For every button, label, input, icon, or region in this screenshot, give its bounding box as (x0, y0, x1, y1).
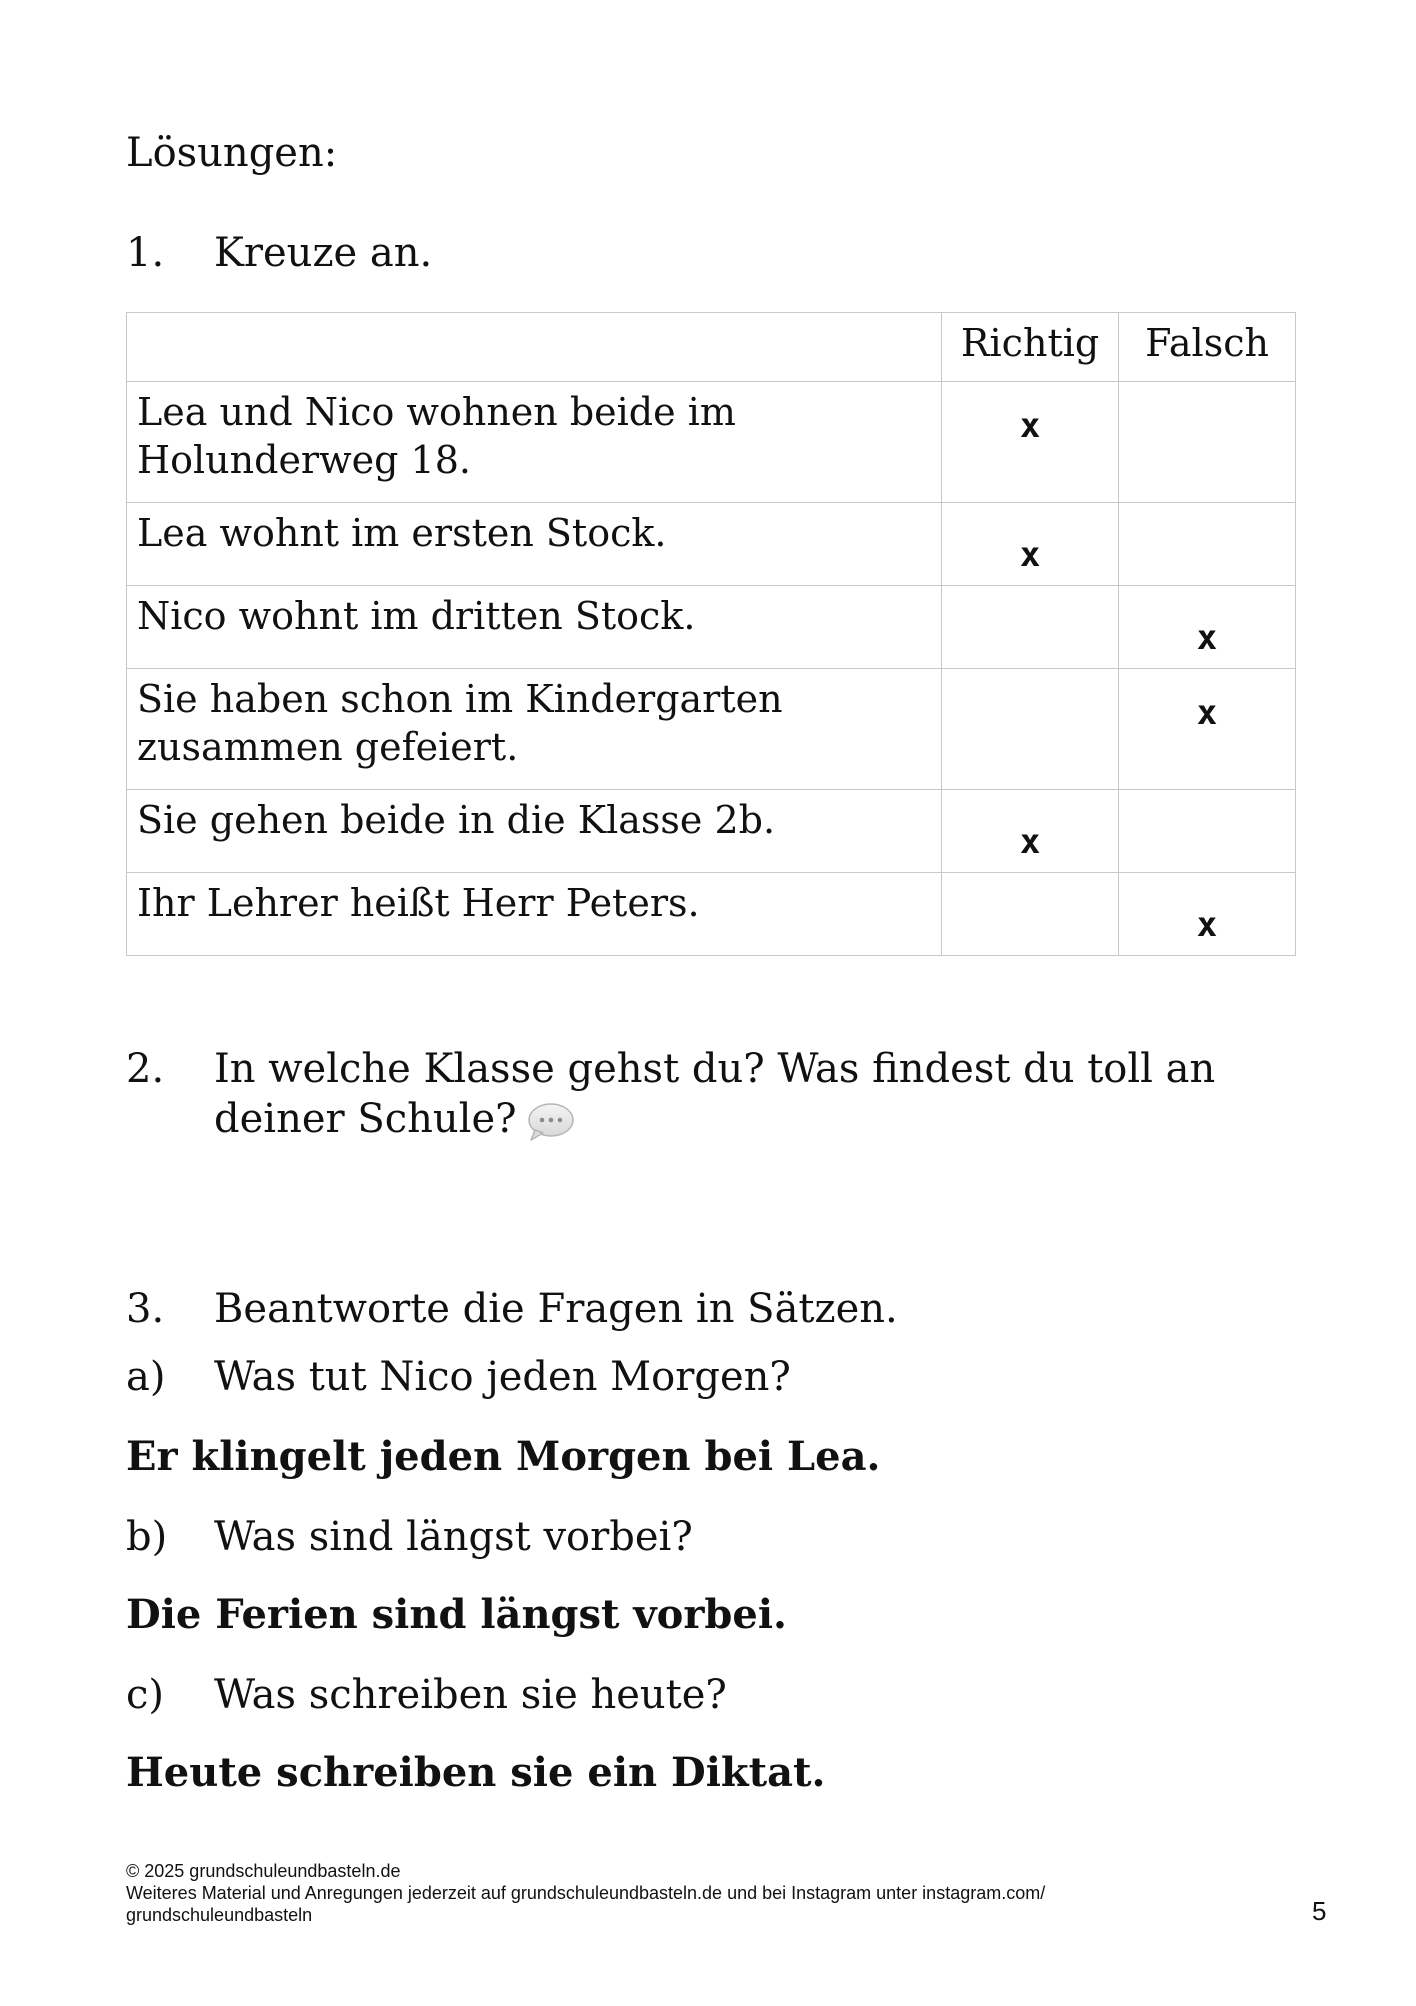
table-header-row (127, 313, 1296, 382)
falsch-cell (1119, 586, 1296, 669)
cross-mark: x (1019, 406, 1041, 446)
question-label: c) (126, 1672, 165, 1718)
falsch-cell (1119, 669, 1296, 790)
richtig-cell (942, 503, 1119, 586)
task-instruction: Kreuze an. (214, 230, 433, 276)
question-label: a) (126, 1354, 166, 1400)
statement-cell: Ihr Lehrer heißt Herr Peters. (127, 873, 942, 956)
header-richtig: Richtig (942, 313, 1119, 382)
falsch-cell (1119, 382, 1296, 503)
richtig-cell (942, 382, 1119, 503)
task-number: 3. (126, 1286, 165, 1332)
table-row (127, 873, 1296, 956)
table-row (127, 790, 1296, 873)
statement-cell: Sie gehen beide in die Klasse 2b. (127, 790, 942, 873)
cross-mark: x (1196, 693, 1218, 733)
falsch-cell (1119, 873, 1296, 956)
speech-bubble-icon (525, 1102, 575, 1142)
question-label: b) (126, 1514, 168, 1560)
question-text: Was sind längst vorbei? (214, 1514, 693, 1560)
richtig-cell (942, 873, 1119, 956)
page-number: 5 (1312, 1896, 1327, 1926)
cross-mark: x (1019, 822, 1041, 862)
task-number: 1. (126, 230, 165, 276)
answer-b: Die Ferien sind längst vorbei. (126, 1591, 787, 1638)
footer (126, 1860, 1206, 1926)
task-number: 2. (126, 1046, 165, 1092)
answer-c: Heute schreiben sie ein Diktat. (126, 1749, 826, 1796)
task-instruction: Beantworte die Fragen in Sätzen. (214, 1286, 898, 1332)
richtig-cell (942, 790, 1119, 873)
falsch-cell (1119, 503, 1296, 586)
header-statement (127, 313, 942, 382)
statement-cell: Lea und Nico wohnen beide im Holunderweg 18. (127, 382, 942, 503)
richtig-cell (942, 586, 1119, 669)
cross-mark: x (1019, 535, 1041, 575)
question-text: Was tut Nico jeden Morgen? (214, 1354, 791, 1400)
cross-mark: x (1196, 905, 1218, 945)
richtig-cell (942, 669, 1119, 790)
table-row (127, 669, 1296, 790)
footer-note: Weiteres Material und Anregungen jederzeit auf grundschuleundbasteln.de und bei Instagram unter instagram.com/ grundschuleundbasteln (126, 1883, 1046, 1925)
question-text: Was schreiben sie heute? (214, 1672, 727, 1718)
footer-copyright: © 2025 grundschuleundbasteln.de (126, 1861, 401, 1881)
header-falsch: Falsch (1119, 313, 1296, 382)
statement-cell: Lea wohnt im ersten Stock. (127, 503, 942, 586)
task-2-text-block (214, 1044, 1274, 1144)
statement-cell: Sie haben schon im Kindergarten zusammen gefeiert. (127, 669, 942, 790)
cross-mark: x (1196, 618, 1218, 658)
table-row (127, 503, 1296, 586)
table-row (127, 586, 1296, 669)
page-title: Lösungen: (126, 130, 338, 176)
true-false-table (126, 312, 1296, 956)
falsch-cell (1119, 790, 1296, 873)
answer-a: Er klingelt jeden Morgen bei Lea. (126, 1433, 881, 1480)
statement-cell: Nico wohnt im dritten Stock. (127, 586, 942, 669)
table-row (127, 382, 1296, 503)
task-2-text: In welche Klasse gehst du? Was findest du toll an deiner Schule? (214, 1046, 1216, 1142)
